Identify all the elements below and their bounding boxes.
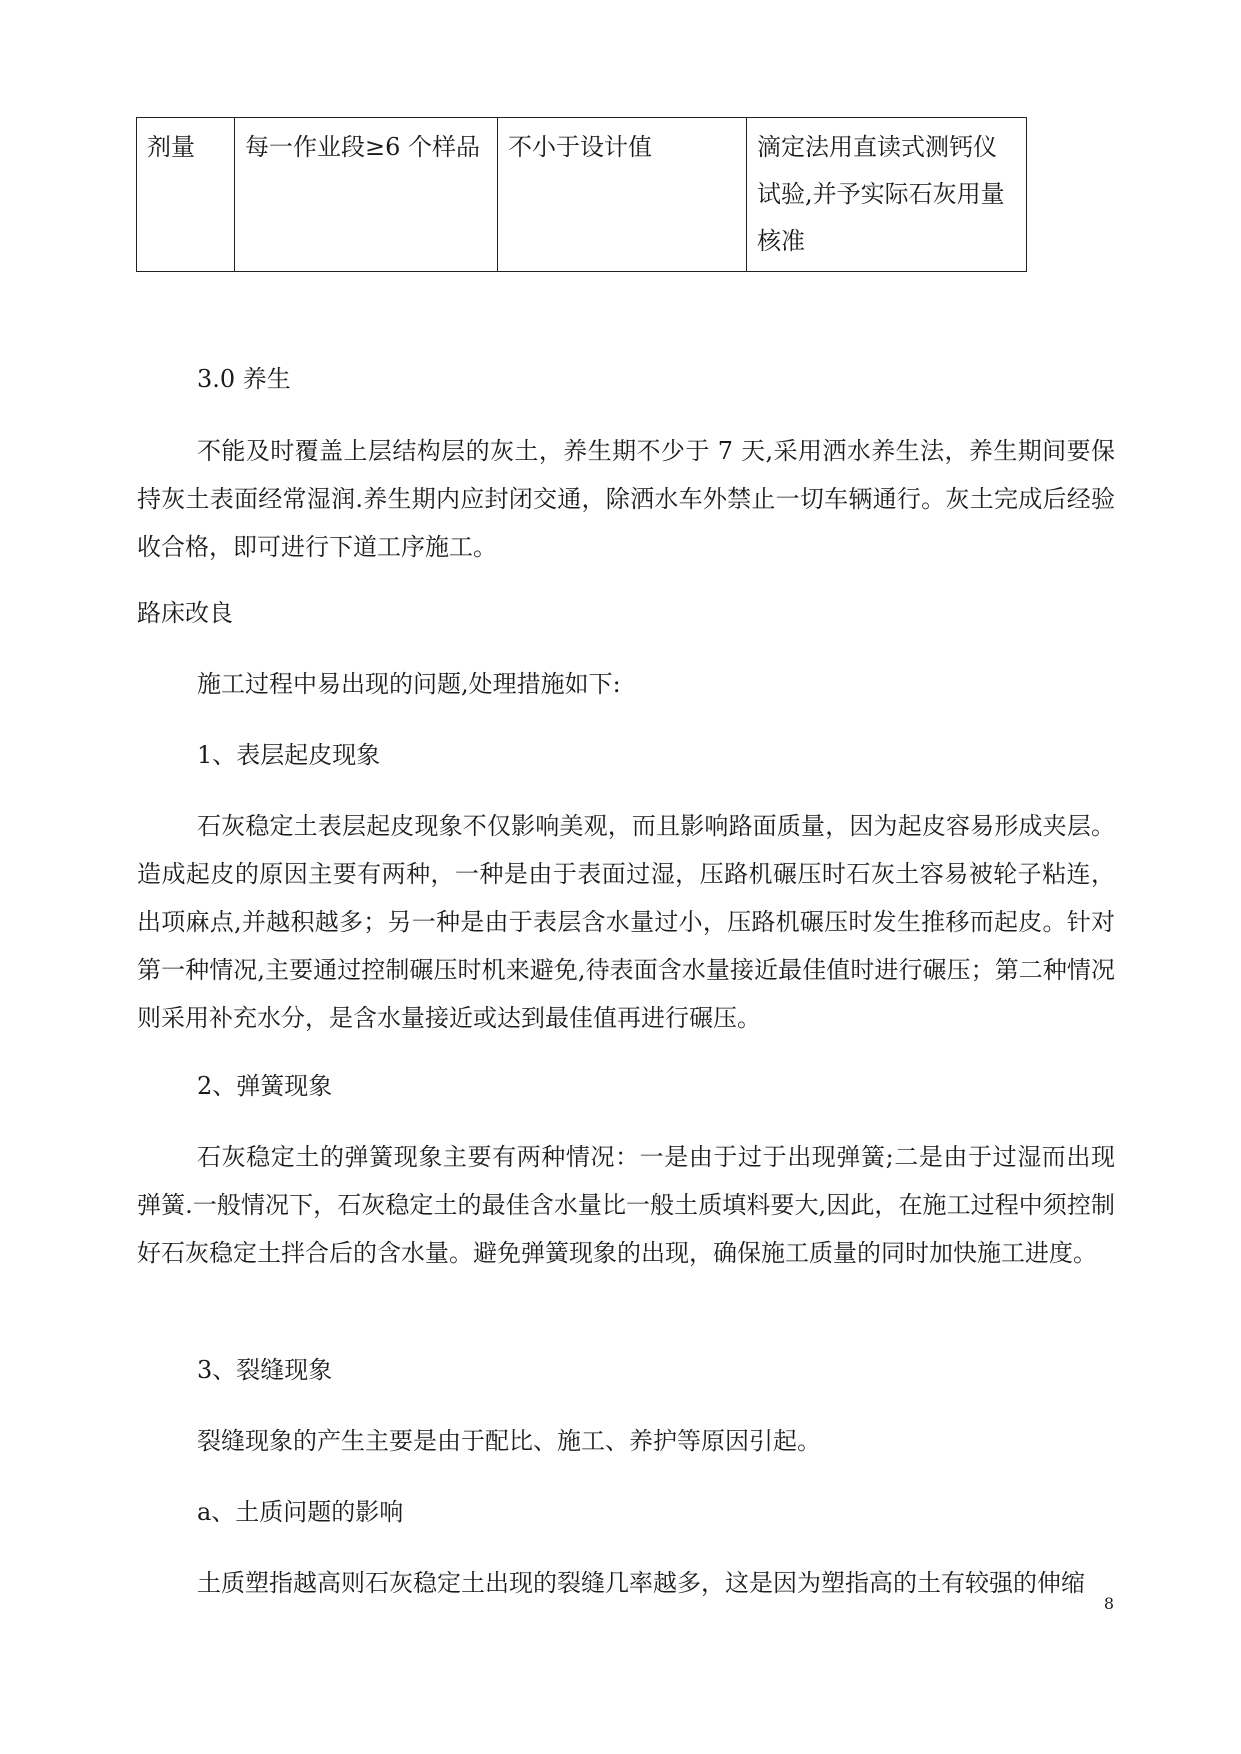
paragraph-curing: 不能及时覆盖上层结构层的灰土，养生期不少于 7 天,采用洒水养生法，养生期间要保持灰土表面经常湿润.养生期内应封闭交通，除洒水车外禁止一切车辆通行。灰土完成后经验收合格，即可进行下道工序施工。 xyxy=(137,437,1115,561)
table-cell-frequency: 每一作业段≥6 个样品 xyxy=(235,118,498,272)
paragraph-cracks: 裂缝现象的产生主要是由于配比、施工、养护等原因引起。 xyxy=(197,1427,821,1455)
table-cell-standard: 不小于设计值 xyxy=(498,118,747,272)
sub-heading-soil: a、土质问题的影响 xyxy=(197,1498,404,1526)
section-heading-curing: 3.0 养生 xyxy=(197,365,291,393)
item-heading-spring: 2、弹簧现象 xyxy=(197,1072,333,1100)
table-cell-method: 滴定法用直读式测钙仪试验,并予实际石灰用量核准 xyxy=(747,118,1027,272)
page-number: 8 xyxy=(1103,1594,1114,1613)
paragraph-spring: 石灰稳定土的弹簧现象主要有两种情况：一是由于过于出现弹簧;二是由于过湿而出现弹簧.一般情况下，石灰稳定土的最佳含水量比一般土质填料要大,因此，在施工过程中须控制好石灰稳定土拌合后的含水量。避免弹簧现象的出现，确保施工质量的同时加快施工进度。 xyxy=(137,1143,1115,1267)
item-heading-cracks: 3、裂缝现象 xyxy=(197,1356,333,1384)
item-heading-peeling: 1、表层起皮现象 xyxy=(197,741,381,769)
table-row xyxy=(137,118,1027,272)
paragraph-intro: 施工过程中易出现的问题,处理措施如下: xyxy=(197,670,621,698)
quality-check-table xyxy=(136,117,1027,272)
paragraph-soil: 土质塑指越高则石灰稳定土出现的裂缝几率越多，这是因为塑指高的土有较强的伸缩 xyxy=(197,1569,1085,1597)
table-cell-item: 剂量 xyxy=(137,118,235,272)
paragraph-peeling: 石灰稳定土表层起皮现象不仅影响美观，而且影响路面质量，因为起皮容易形成夹层。造成起皮的原因主要有两种，一种是由于表面过湿，压路机碾压时石灰土容易被轮子粘连，出项麻点,并越积越多；另一种是由于表层含水量过小，压路机碾压时发生推移而起皮。针对第一种情况,主要通过控制碾压时机来避免,待表面含水量接近最佳值时进行碾压；第二种情况则采用补充水分，是含水量接近或达到最佳值再进行碾压。 xyxy=(137,812,1115,1032)
section-heading-subgrade: 路床改良 xyxy=(137,599,233,627)
